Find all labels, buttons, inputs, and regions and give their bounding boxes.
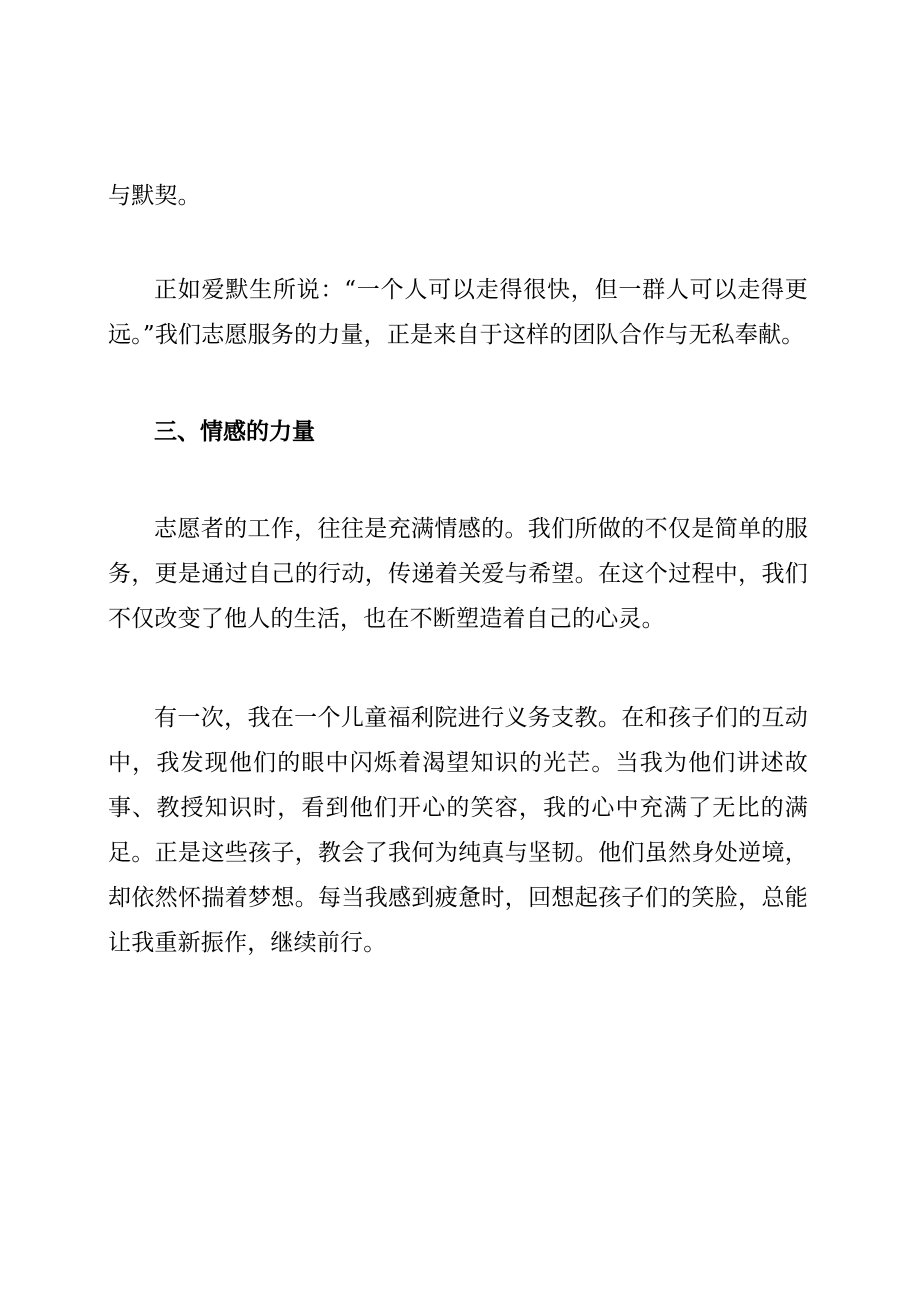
paragraph-orphanage-story: 有一次，我在一个儿童福利院进行义务支教。在和孩子们的互动中，我发现他们的眼中闪烁着渴望知识的光芒。当我为他们讲述故事、教授知识时，看到他们开心的笑容，我的心中充满了无比的满足。正是这些孩子，教会了我何为纯真与坚韧。他们虽然身处逆境，却依然怀揣着梦想。每当我感到疲惫时，回想起孩子们的笑脸，总能让我重新振作，继续前行。 — [108, 705, 808, 956]
paragraph-emerson-quote: 正如爱默生所说：“一个人可以走得很快，但一群人可以走得更远。”我们志愿服务的力量，正是来自于这样的团队合作与无私奉献。 — [108, 277, 808, 348]
paragraph-volunteer-emotion: 志愿者的工作，往往是充满情感的。我们所做的不仅是简单的服务，更是通过自己的行动，传递着关爱与希望。在这个过程中，我们不仅改变了他人的生活，也在不断塑造着自己的心灵。 — [108, 516, 808, 632]
section-heading-3: 三、情感的力量 — [154, 419, 315, 445]
paragraph-continuation: 与默契。 — [108, 183, 201, 209]
